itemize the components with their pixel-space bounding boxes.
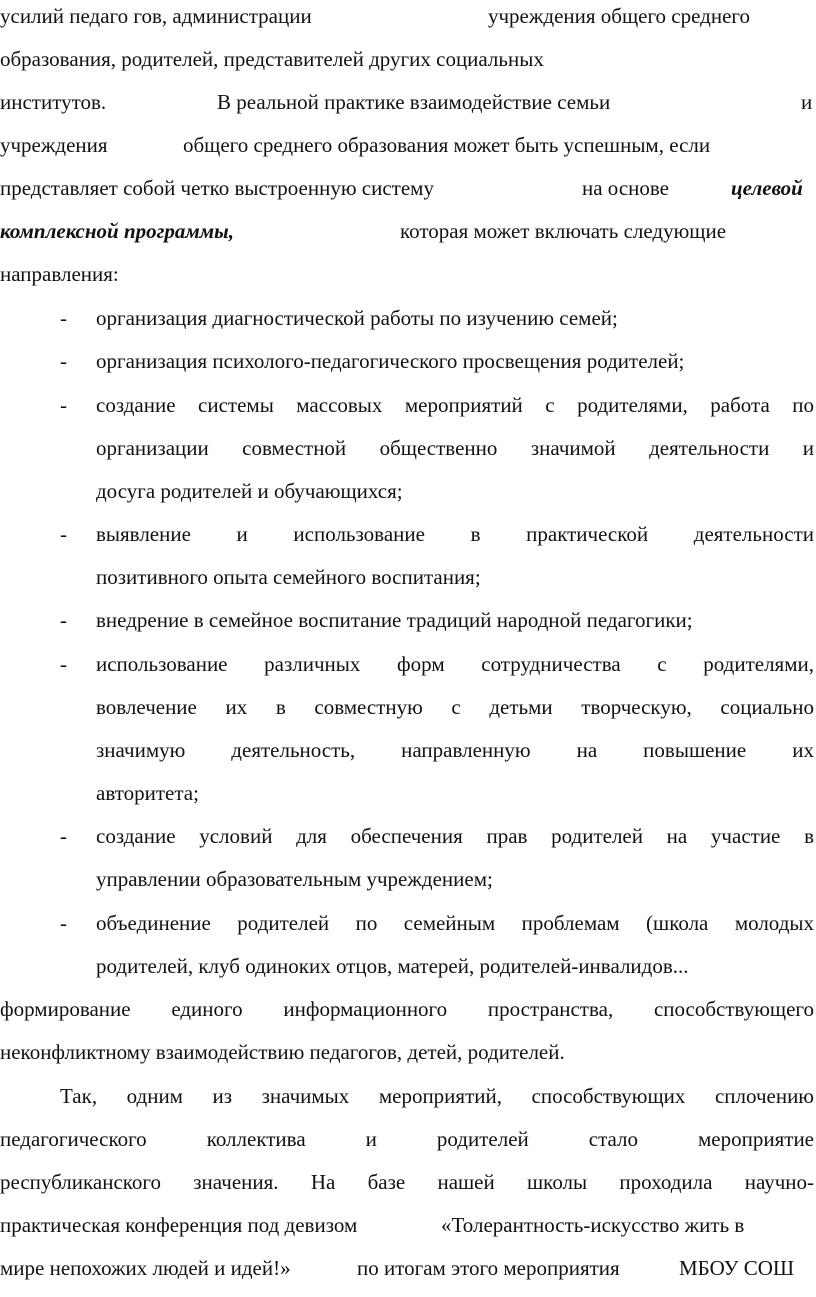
intro-line-5b: на основе	[582, 176, 670, 200]
list-item-text: вовлечение их в совместную с детьми творческую, социально	[96, 695, 814, 719]
list-item-text: управлении образовательным учреждением;	[96, 867, 493, 891]
list-item-text: позитивного опыта семейного воспитания;	[96, 565, 481, 589]
list-marker: -	[60, 608, 67, 632]
list-item-text: организация диагностической работы по изучению семей;	[96, 306, 618, 330]
list-item-text: объединение родителей по семейным проблемам (школа молодых	[96, 911, 814, 935]
list-item-text: организация психолого-педагогического просвещения родителей;	[96, 349, 685, 373]
list-item-text: создание системы массовых мероприятий с родителями, работа по	[96, 393, 814, 417]
list-item-text: внедрение в семейное воспитание традиций народной педагогики;	[96, 608, 693, 632]
after-line-2: неконфликтному взаимодействию педагогов, детей, родителей.	[0, 1040, 565, 1064]
list-marker: -	[60, 393, 67, 417]
para2-line-5b: по итогам этого мероприятия	[357, 1256, 620, 1280]
list-item-text: создание условий для обеспечения прав родителей на участие в	[96, 824, 814, 848]
intro-line-3b: В реальной практике взаимодействие семьи	[217, 90, 611, 114]
intro-line-1b: учреждения общего среднего	[488, 4, 750, 28]
para2-motto-1: «Толерантность-искусство жить в	[441, 1213, 745, 1237]
intro-line-6b: которая может включать следующие	[400, 219, 727, 243]
list-marker: -	[60, 349, 67, 373]
list-item-text: организации совместной общественно значимой деятельности и	[96, 436, 814, 460]
para2-line-4a: практическая конференция под девизом	[0, 1213, 358, 1237]
intro-line-1a: усилий педаго гов, администрации	[0, 4, 312, 28]
list-item-text: родителей, клуб одиноких отцов, матерей, родителей-инвалидов...	[96, 954, 689, 978]
list-item-text: значимую деятельность, направленную на повышение их	[96, 738, 814, 762]
after-line-1: формирование единого информационного пространства, способствующего	[0, 997, 814, 1021]
list-marker: -	[60, 652, 67, 676]
para2-line-5c: МБОУ СОШ	[679, 1256, 795, 1280]
list-item-text: досуга родителей и обучающихся;	[96, 479, 403, 503]
intro-line-4b: общего среднего образования может быть успешным, если	[183, 133, 711, 157]
intro-emphasis-2: комплексной программы,	[0, 219, 234, 243]
intro-line-5a: представляет собой четко выстроенную систему	[0, 176, 434, 200]
list-item-text: авторитета;	[96, 781, 199, 805]
intro-line-2: образования, родителей, представителей других социальных	[0, 47, 544, 71]
para2-line-2: педагогического коллектива и родителей стало мероприятие	[0, 1127, 814, 1151]
list-marker: -	[60, 522, 67, 546]
intro-line-3c: и	[801, 90, 813, 114]
intro-line-7: направления:	[0, 262, 119, 286]
intro-line-4a: учреждения	[0, 133, 108, 157]
list-marker: -	[60, 306, 67, 330]
list-item-text: выявление и использование в практической деятельности	[96, 522, 814, 546]
para2-line-1: Так, одним из значимых мероприятий, способствующих сплочению	[60, 1084, 814, 1108]
list-marker: -	[60, 911, 67, 935]
para2-motto-2: мире непохожих людей и идей!»	[0, 1256, 291, 1280]
list-item-text: использование различных форм сотрудничества с родителями,	[96, 652, 814, 676]
intro-line-3a: институтов.	[0, 90, 107, 114]
intro-emphasis-1: целевой	[731, 176, 803, 200]
list-marker: -	[60, 824, 67, 848]
para2-line-3: республиканского значения. На базе нашей школы проходила научно-	[0, 1170, 814, 1194]
